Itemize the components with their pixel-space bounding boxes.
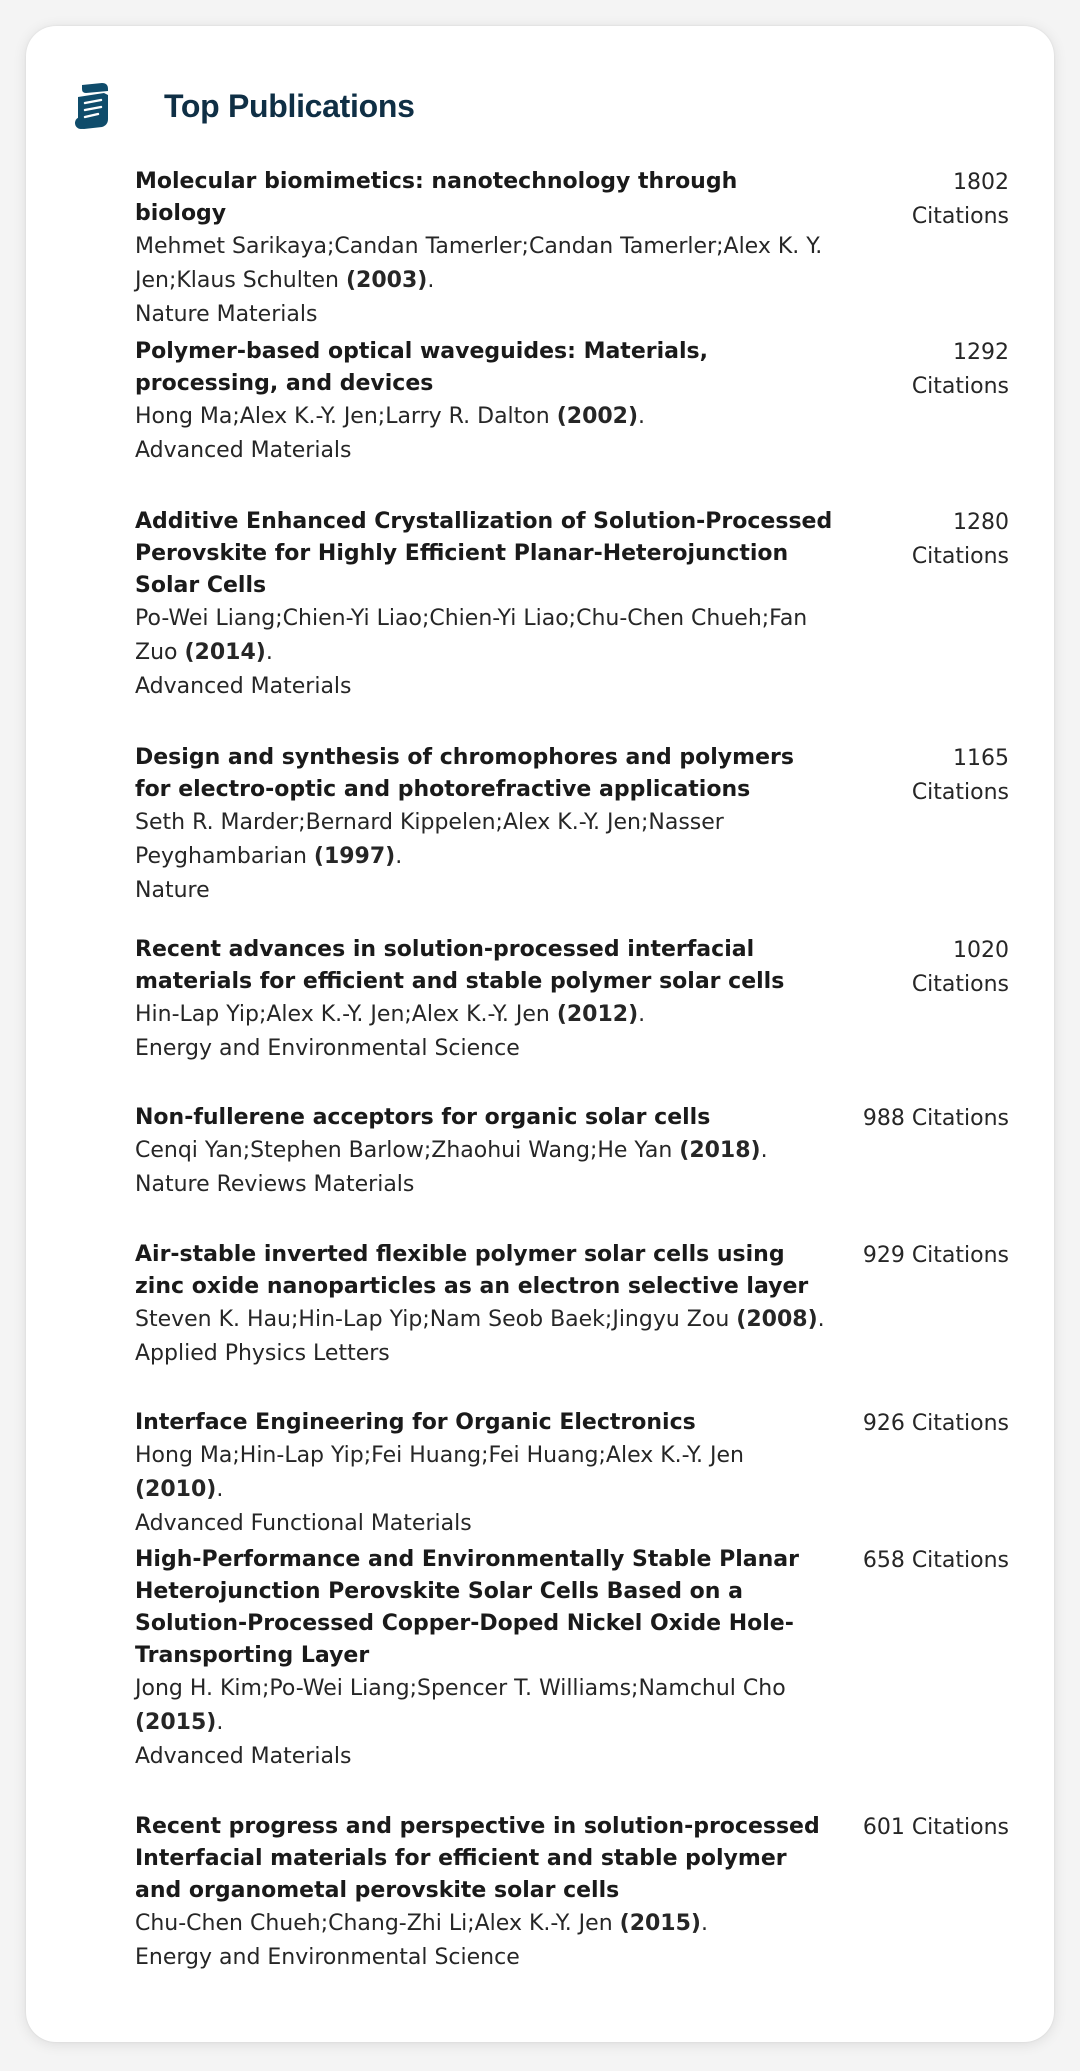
citation-count: 1165 Citations (911, 746, 1009, 805)
publication-journal: Advanced Materials (135, 438, 352, 463)
section-header (66, 78, 415, 134)
citation-count: 658 Citations (862, 1548, 1009, 1573)
publication-title[interactable]: Interface Engineering for Organic Electronics (135, 1410, 696, 1435)
publication-item (135, 1102, 1009, 1239)
author-list: Mehmet Sarikaya;Candan Tamerler;Candan Tamerler;Alex K. Y. Jen;Klaus Schulten (135, 234, 823, 293)
publication-journal: Advanced Functional Materials (135, 1511, 472, 1536)
citation-count: 929 Citations (862, 1243, 1009, 1268)
scroll-icon (66, 78, 122, 134)
publication-journal: Applied Physics Letters (135, 1341, 390, 1366)
publication-item (135, 506, 1009, 742)
publication-year: (2008) (736, 1307, 818, 1332)
publication-journal: Energy and Environmental Science (135, 1036, 520, 1061)
publication-year: (2003) (345, 268, 428, 293)
publication-list (135, 166, 1009, 1971)
publication-year: (1997) (313, 844, 396, 869)
publication-journal: Advanced Materials (135, 1744, 352, 1769)
publication-title[interactable]: Recent progress and perspective in solution-processed Interfacial materials for efficient and stable polymer and organometal perovskite solar cells (135, 1814, 820, 1903)
publication-title[interactable]: Recent advances in solution-processed interfacial materials for efficient and stable polymer solar cells (135, 937, 785, 994)
publication-authors: Chu-Chen Chueh;Chang-Zhi Li;Alex K.-Y. Jen (2015). (135, 1911, 708, 1936)
author-list: Steven K. Hau;Hin-Lap Yip;Nam Seob Baek;Jingyu Zou (135, 1307, 730, 1332)
citation-count: 926 Citations (862, 1411, 1009, 1436)
top-publications-card (26, 26, 1054, 2042)
author-list: Cenqi Yan;Stephen Barlow;Zhaohui Wang;He Yan (135, 1138, 673, 1163)
publication-title[interactable]: Design and synthesis of chromophores and polymers for electro-optic and photorefractive applications (135, 745, 794, 802)
publication-year: (2014) (184, 640, 266, 665)
publication-year: (2015) (619, 1911, 701, 1936)
publication-year: (2015) (135, 1710, 217, 1735)
citation-count: 1802 Citations (911, 170, 1009, 229)
publication-item (135, 1239, 1009, 1407)
citation-count: 601 Citations (862, 1815, 1009, 1840)
publication-item (135, 166, 1009, 336)
publication-item (135, 742, 1009, 934)
citation-count: 988 Citations (862, 1106, 1009, 1131)
publication-authors: Cenqi Yan;Stephen Barlow;Zhaohui Wang;He Yan (2018). (135, 1138, 768, 1163)
publication-authors: Hong Ma;Hin-Lap Yip;Fei Huang;Fei Huang;Alex K.-Y. Jen (2010). (135, 1443, 744, 1502)
author-list: Hin-Lap Yip;Alex K.-Y. Jen;Alex K.-Y. Jen (135, 1002, 550, 1027)
publication-authors: Steven K. Hau;Hin-Lap Yip;Nam Seob Baek;Jingyu Zou (2008). (135, 1307, 825, 1332)
publication-authors: Po-Wei Liang;Chien-Yi Liao;Chien-Yi Liao;Chu-Chen Chueh;Fan Zuo (2014). (135, 606, 808, 665)
citation-count: 1020 Citations (911, 938, 1009, 997)
publication-title[interactable]: Non-fullerene acceptors for organic solar cells (135, 1105, 711, 1130)
author-list: Chu-Chen Chueh;Chang-Zhi Li;Alex K.-Y. Jen (135, 1911, 613, 1936)
author-list: Jong H. Kim;Po-Wei Liang;Spencer T. Williams;Namchul Cho (135, 1676, 786, 1701)
citation-count: 1280 Citations (911, 510, 1009, 569)
publication-year: (2018) (679, 1138, 761, 1163)
author-list: Hong Ma;Alex K.-Y. Jen;Larry R. Dalton (135, 404, 550, 429)
publication-title[interactable]: Additive Enhanced Crystallization of Solution-Processed Perovskite for Highly Efficient Planar-Heterojunction Solar Cells (135, 509, 833, 598)
publication-journal: Energy and Environmental Science (135, 1945, 520, 1970)
publication-title[interactable]: Molecular biomimetics: nanotechnology through biology (135, 169, 738, 226)
publication-journal: Nature Materials (135, 302, 318, 327)
publication-year: (2012) (556, 1002, 639, 1027)
publication-journal: Nature (135, 878, 210, 903)
publication-item (135, 1544, 1009, 1811)
publication-year: (2010) (135, 1477, 217, 1502)
publication-title[interactable]: Air-stable inverted flexible polymer solar cells using zinc oxide nanoparticles as an electron selective layer (135, 1242, 809, 1299)
author-list: Seth R. Marder;Bernard Kippelen;Alex K.-Y. Jen;Nasser Peyghambarian (135, 810, 724, 869)
author-list: Po-Wei Liang;Chien-Yi Liao;Chien-Yi Liao;Chu-Chen Chueh;Fan Zuo (135, 606, 808, 665)
publication-authors: Jong H. Kim;Po-Wei Liang;Spencer T. Williams;Namchul Cho (2015). (135, 1676, 786, 1735)
citation-count: 1292 Citations (911, 340, 1009, 399)
publication-authors: Seth R. Marder;Bernard Kippelen;Alex K.-Y. Jen;Nasser Peyghambarian (1997). (135, 810, 724, 869)
publication-journal: Advanced Materials (135, 674, 352, 699)
publication-year: (2002) (556, 404, 639, 429)
publication-title[interactable]: High-Performance and Environmentally Stable Planar Heterojunction Perovskite Solar Cells Based on a Solution-Processed Copper-Doped Nickel Oxide Hole-Transporting Layer (135, 1547, 799, 1668)
publication-authors: Mehmet Sarikaya;Candan Tamerler;Candan Tamerler;Alex K. Y. Jen;Klaus Schulten (2003). (135, 234, 823, 293)
publication-item (135, 1811, 1009, 1971)
publication-authors: Hong Ma;Alex K.-Y. Jen;Larry R. Dalton (2002). (135, 404, 646, 429)
section-title: Top Publications (164, 87, 415, 124)
publication-title[interactable]: Polymer-based optical waveguides: Materials, processing, and devices (135, 339, 708, 396)
publication-item (135, 336, 1009, 506)
publication-authors: Hin-Lap Yip;Alex K.-Y. Jen;Alex K.-Y. Jen (2012). (135, 1002, 646, 1027)
publication-item (135, 1407, 1009, 1544)
publication-journal: Nature Reviews Materials (135, 1172, 415, 1197)
author-list: Hong Ma;Hin-Lap Yip;Fei Huang;Fei Huang;Alex K.-Y. Jen (135, 1443, 744, 1468)
publication-item (135, 934, 1009, 1102)
